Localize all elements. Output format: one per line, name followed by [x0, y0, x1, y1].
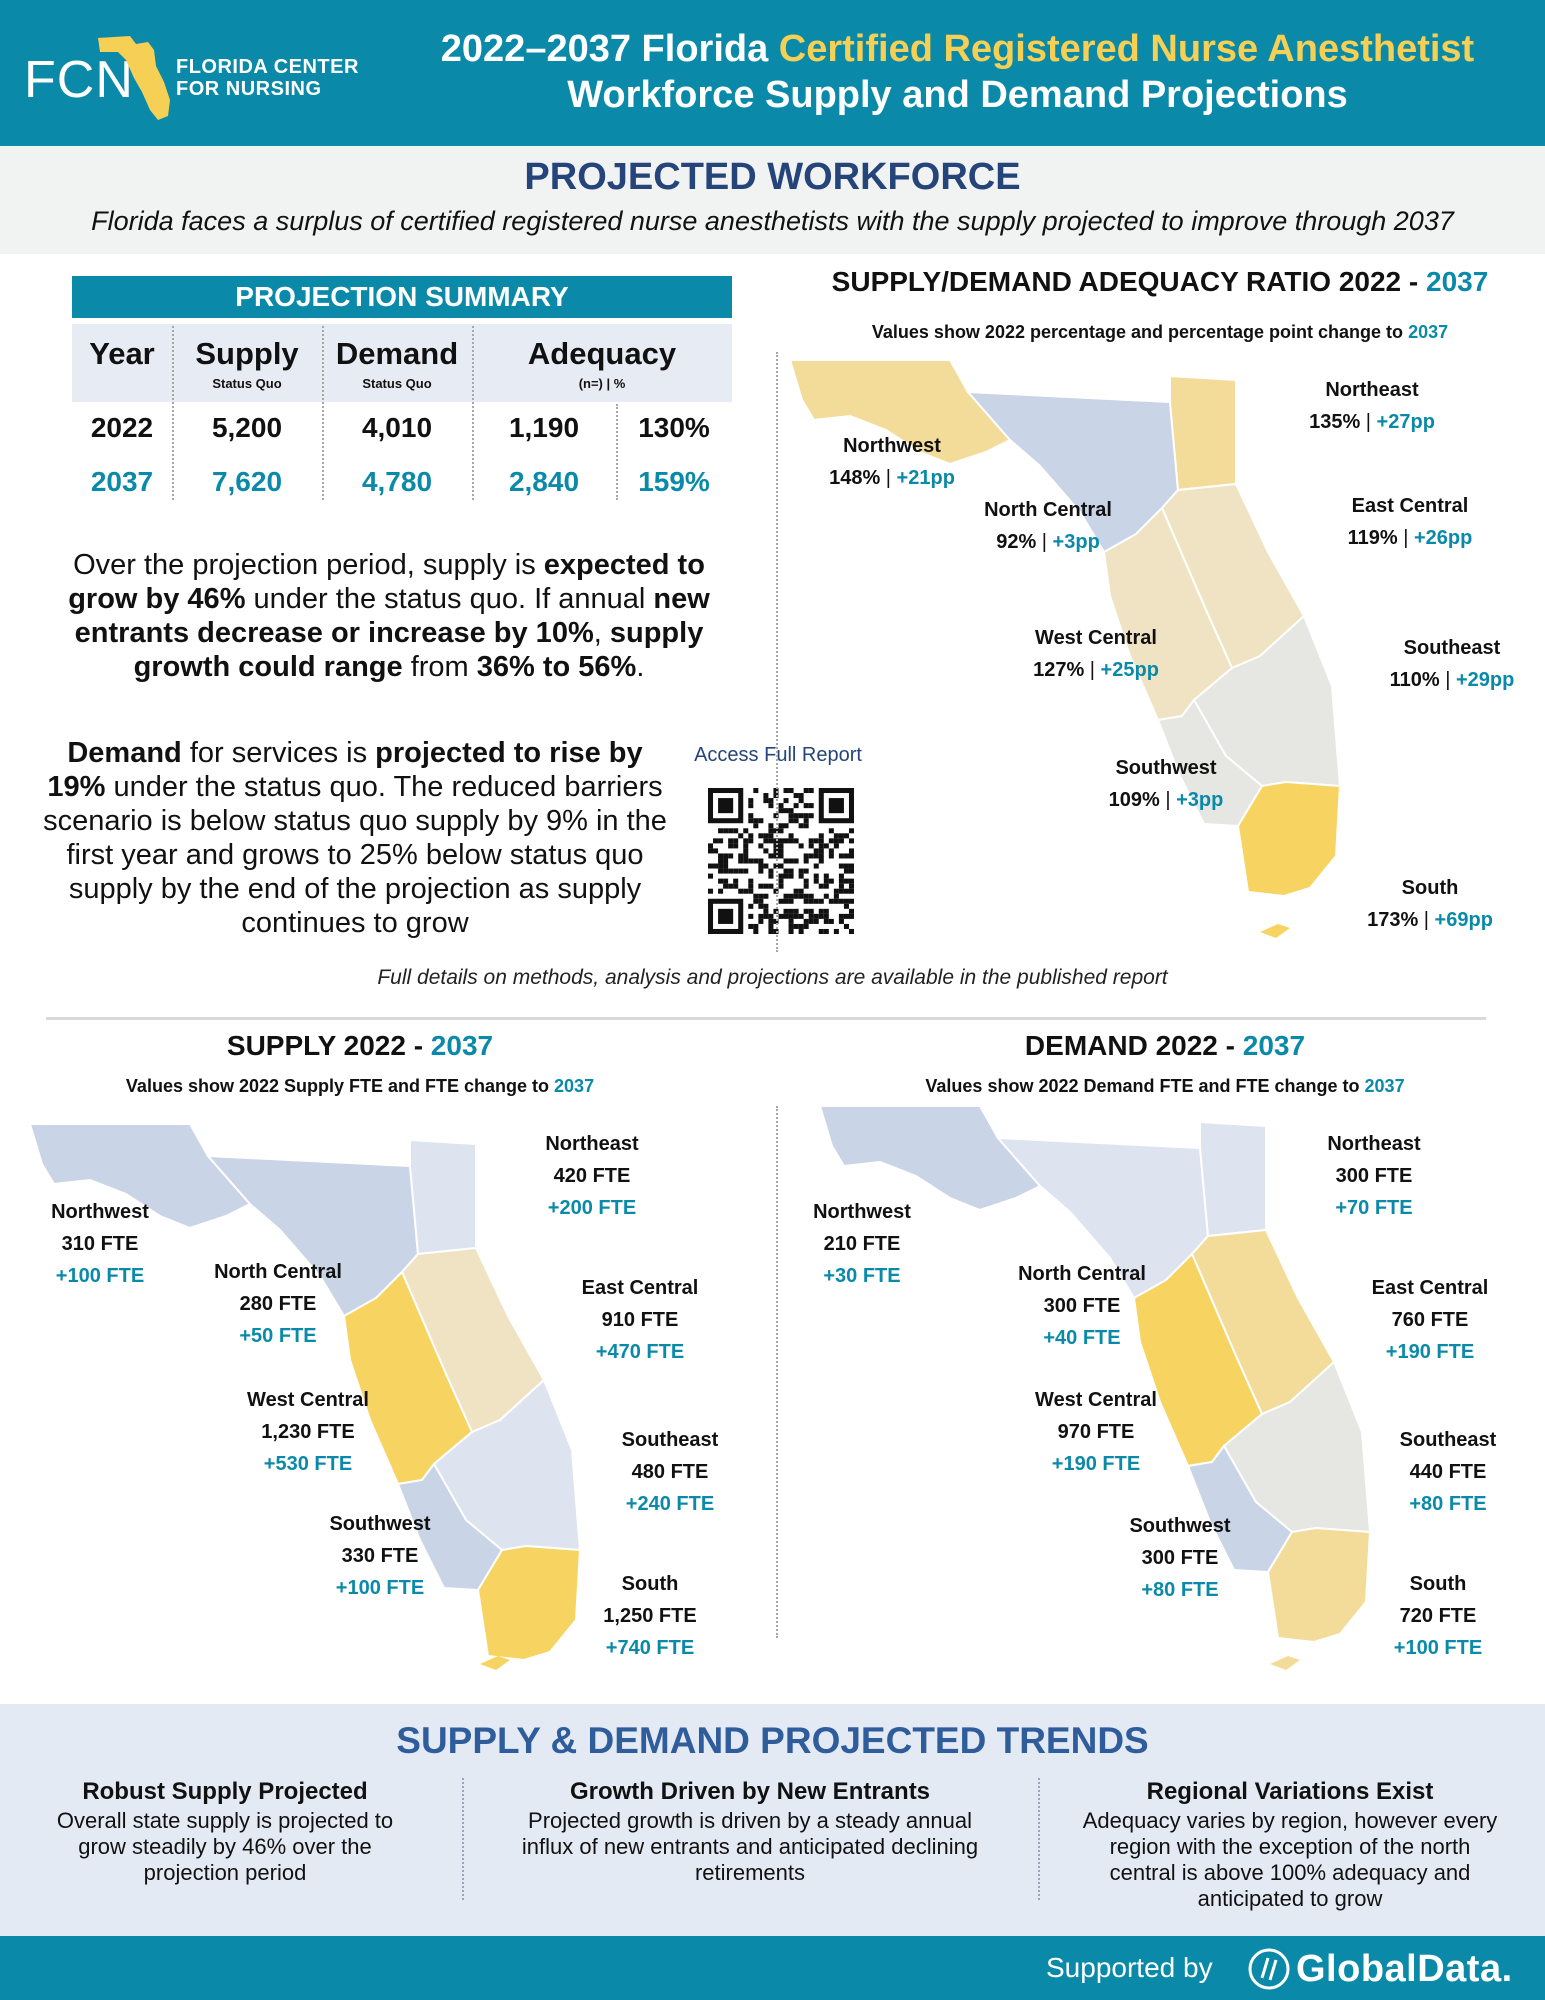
subtitle-text: Values show 2022 Supply FTE and FTE change to: [125, 1076, 555, 1096]
demand-label-west-central: [1016, 1384, 1176, 1480]
region-name: Northwest: [813, 1201, 911, 1223]
region-name: South: [1401, 877, 1459, 899]
demand-map-subtitle: [800, 1076, 1530, 1097]
title-year: 2037: [1242, 1030, 1306, 1061]
adequacy-map-subtitle: [790, 322, 1530, 343]
region-name: South: [621, 1573, 679, 1595]
region-change: +200 FTE: [547, 1197, 637, 1219]
text-run-bold: expected to grow by 46%: [68, 549, 705, 615]
text-run-bold: new entrants decrease or increase by 10%: [74, 583, 710, 649]
region-value: 720 FTE: [1399, 1605, 1477, 1627]
adequacy-label-southwest: Southwest 109% | +3pp: [1086, 752, 1246, 816]
supply-label-northwest: [20, 1196, 180, 1292]
globaldata-logo-icon: [1246, 1946, 1292, 1992]
supported-by-label: Supported by: [1046, 1952, 1213, 1983]
region-name: Southwest: [329, 1513, 431, 1535]
region-name: Northeast: [545, 1133, 639, 1155]
region-change: +25pp: [1100, 659, 1159, 681]
col-supply-sub: Status Quo: [212, 376, 282, 391]
access-report-label[interactable]: Access Full Report: [694, 744, 862, 766]
demand-label-north-central: [1002, 1258, 1162, 1354]
title-text: DEMAND 2022 -: [1024, 1030, 1243, 1061]
region-northwest: [820, 1106, 1040, 1210]
supply-map-title: [20, 1030, 700, 1062]
supply-label-southwest: [300, 1508, 460, 1604]
region-value: 910 FTE: [601, 1309, 679, 1331]
row-2022-adequacy-pct: 130%: [638, 412, 710, 443]
region-south: [1238, 782, 1340, 896]
region-change: +26pp: [1414, 527, 1473, 549]
col-supply: Supply: [195, 336, 299, 371]
row-2037-adequacy-n: 2,840: [508, 466, 580, 497]
text-run-bold: Demand: [67, 737, 182, 769]
adequacy-label-east-central: East Central 119% | +26pp: [1330, 490, 1490, 554]
region-value: 420 FTE: [553, 1165, 631, 1187]
text-run-bold: supply growth could range: [133, 617, 704, 683]
region-name: Northwest: [51, 1201, 149, 1223]
region-name: North Central: [214, 1261, 342, 1283]
summary-heading: PROJECTION SUMMARY: [72, 276, 732, 318]
region-name: Southeast: [1403, 637, 1501, 659]
region-change: +80 FTE: [1141, 1579, 1219, 1601]
region-name: Northwest: [843, 435, 941, 457]
adequacy-label-west-central: West Central 127% | +25pp: [1016, 622, 1176, 686]
methods-note: Full details on methods, analysis and projections are available in the published report: [377, 966, 1168, 989]
subtitle-text: Values show 2022 percentage and percentage point change to: [871, 322, 1409, 342]
text-run: under the status quo. If annual: [245, 583, 654, 615]
row-2037-demand: 4,780: [361, 466, 433, 497]
region-change: +40 FTE: [1043, 1327, 1121, 1349]
col-year: Year: [89, 336, 155, 371]
region-change: +3pp: [1052, 531, 1100, 553]
supply-label-west-central: [228, 1384, 388, 1480]
adequacy-label-northeast: Northeast 135% | +27pp: [1292, 374, 1452, 438]
adequacy-label-south: South 173% | +69pp: [1350, 872, 1510, 936]
col-demand-sub: Status Quo: [362, 376, 432, 391]
section-divider: [776, 352, 778, 952]
trend-heading: Regional Variations Exist: [1146, 1778, 1434, 1805]
region-change: +69pp: [1434, 909, 1493, 931]
region-value: 480 FTE: [631, 1461, 709, 1483]
region-value: 300 FTE: [1043, 1295, 1121, 1317]
title-part1: 2022–2037 Florida: [440, 28, 779, 70]
subtitle-text: Values show 2022 Demand FTE and FTE change to: [925, 1076, 1365, 1096]
region-name: East Central: [1351, 495, 1469, 517]
horizontal-divider: [46, 1017, 1486, 1020]
region-change: +240 FTE: [625, 1493, 715, 1515]
row-2037-year: 2037: [90, 466, 154, 497]
region-value: 1,250 FTE: [603, 1605, 697, 1627]
region-change: +27pp: [1376, 411, 1435, 433]
page-title: [390, 26, 1525, 118]
row-2022-year: 2022: [90, 412, 154, 443]
region-value: 760 FTE: [1391, 1309, 1469, 1331]
region-value: 280 FTE: [239, 1293, 317, 1315]
row-2022-adequacy-n: 1,190: [508, 412, 580, 443]
region-south: [478, 1546, 580, 1660]
florida-logo-icon: [96, 30, 176, 122]
title-highlight: Certified Registered Nurse Anesthetist: [778, 28, 1475, 70]
region-northeast: [1170, 376, 1236, 490]
title-line2: Workforce Supply and Demand Projections: [567, 74, 1348, 116]
region-name: Southwest: [1115, 757, 1217, 779]
region-change: +30 FTE: [823, 1265, 901, 1287]
text-run-bold: 36% to 56%: [476, 651, 637, 683]
text-run: ,: [593, 617, 610, 649]
region-value: 127%: [1033, 659, 1085, 681]
demand-map-title: [800, 1030, 1530, 1062]
region-value: 310 FTE: [61, 1233, 139, 1255]
region-change: +29pp: [1456, 669, 1515, 691]
adequacy-label-southeast: Southeast 110% | +29pp: [1372, 632, 1532, 696]
region-south: [1268, 1528, 1370, 1642]
florida-keys: [1270, 1656, 1300, 1670]
region-value: 110%: [1389, 669, 1440, 691]
text-run: under the status quo. The reduced barriers scenario is below status quo supply by 9% in the first year and grows to 25% below status quo supply by the end of the projection as supply continues to grow: [43, 771, 667, 939]
region-value: 300 FTE: [1141, 1547, 1219, 1569]
globaldata-brand[interactable]: GlobalData.: [1296, 1948, 1513, 1990]
supply-label-north-central: [198, 1256, 358, 1352]
logo-line2: FOR NURSING: [176, 78, 322, 100]
region-name: Southeast: [1399, 1429, 1497, 1451]
projected-subtitle: Florida faces a surplus of certified registered nurse anesthetists with the supply projected to improve through 2037: [91, 206, 1454, 236]
adequacy-label-northwest: Northwest 148% | +21pp: [812, 430, 972, 494]
region-change: +190 FTE: [1051, 1453, 1141, 1475]
trend-text: Projected growth is driven by a steady annual influx of new entrants and anticipated declining retirements: [521, 1808, 979, 1885]
region-name: Southwest: [1129, 1515, 1231, 1537]
region-value: 135%: [1309, 411, 1361, 433]
row-2022-supply: 5,200: [211, 412, 283, 443]
region-name: North Central: [984, 499, 1112, 521]
region-change: +100 FTE: [335, 1577, 425, 1599]
title-text: SUPPLY/DEMAND ADEQUACY RATIO 2022 -: [831, 266, 1427, 297]
region-name: East Central: [1371, 1277, 1489, 1299]
florida-keys: [1260, 924, 1290, 938]
region-value: 330 FTE: [341, 1545, 419, 1567]
supply-map-subtitle: [20, 1076, 700, 1097]
title-text: SUPPLY 2022 -: [226, 1030, 431, 1061]
region-change: +470 FTE: [595, 1341, 685, 1363]
region-value: 970 FTE: [1057, 1421, 1135, 1443]
text-run: .: [636, 651, 645, 683]
demand-label-southeast: [1368, 1424, 1528, 1520]
title-year: 2037: [1426, 266, 1489, 297]
region-name: Northeast: [1325, 379, 1419, 401]
section-divider: [776, 1106, 778, 1638]
trend-text: Adequacy varies by region, however every region with the exception of the north central is above 100% adequacy and anticipated to grow: [1082, 1808, 1498, 1911]
region-change: +70 FTE: [1335, 1197, 1413, 1219]
supply-label-east-central: [560, 1272, 720, 1368]
region-value: 119%: [1347, 527, 1398, 549]
text-run: for services is: [181, 737, 376, 769]
col-adequacy-sub: (n=) | %: [578, 376, 626, 391]
supply-label-northeast: [512, 1128, 672, 1224]
region-value: 210 FTE: [823, 1233, 901, 1255]
subtitle-year: 2037: [554, 1076, 595, 1096]
subtitle-year: 2037: [1408, 322, 1449, 342]
region-northeast: [1200, 1122, 1266, 1236]
trend-divider: [1038, 1778, 1040, 1900]
demand-label-east-central: [1350, 1272, 1510, 1368]
region-change: +100 FTE: [1393, 1637, 1483, 1659]
region-change: +3pp: [1176, 789, 1224, 811]
demand-label-northwest: [782, 1196, 942, 1292]
logo-line1: FLORIDA CENTER: [176, 56, 359, 78]
region-value: 300 FTE: [1335, 1165, 1413, 1187]
trend-heading: Robust Supply Projected: [82, 1778, 368, 1805]
region-change: +190 FTE: [1385, 1341, 1475, 1363]
fcn-logo: [24, 24, 364, 120]
adequacy-label-north-central: North Central 92% | +3pp: [968, 494, 1128, 558]
region-name: South: [1409, 1573, 1467, 1595]
demand-label-northeast: [1294, 1128, 1454, 1224]
demand-label-south: [1358, 1568, 1518, 1664]
region-name: North Central: [1018, 1263, 1146, 1285]
region-name: East Central: [581, 1277, 699, 1299]
region-change: +80 FTE: [1409, 1493, 1487, 1515]
text-run: from: [402, 651, 477, 683]
subtitle-year: 2037: [1364, 1076, 1405, 1096]
col-adequacy: Adequacy: [527, 336, 677, 371]
row-2037-supply: 7,620: [211, 466, 283, 497]
region-value: 173%: [1367, 909, 1419, 931]
region-value: 148%: [829, 467, 881, 489]
region-change: +50 FTE: [239, 1325, 317, 1347]
logo-abbr: FCN: [24, 51, 134, 109]
demand-paragraph: [40, 736, 670, 940]
region-change: +740 FTE: [605, 1637, 695, 1659]
region-change: +100 FTE: [55, 1265, 145, 1287]
adequacy-map-title: [790, 266, 1530, 298]
region-name: West Central: [1035, 627, 1157, 649]
row-2022-demand: 4,010: [361, 412, 433, 443]
trend-divider: [462, 1778, 464, 1900]
region-value: 109%: [1108, 789, 1160, 811]
supply-label-south: [570, 1568, 730, 1664]
text-run-bold: projected to rise by 19%: [47, 737, 643, 803]
trend-heading: Growth Driven by New Entrants: [569, 1778, 931, 1805]
title-year: 2037: [430, 1030, 494, 1061]
row-2037-adequacy-pct: 159%: [638, 466, 710, 497]
region-value: 440 FTE: [1409, 1461, 1487, 1483]
region-change: +21pp: [896, 467, 955, 489]
demand-label-southwest: [1100, 1510, 1260, 1606]
region-change: +530 FTE: [263, 1453, 353, 1475]
region-name: Northeast: [1327, 1133, 1421, 1155]
trend-text: Overall state supply is projected to grow steadily by 46% over the projection period: [56, 1808, 394, 1885]
projected-title: PROJECTED WORKFORCE: [524, 156, 1021, 198]
region-name: West Central: [247, 1389, 369, 1411]
trends-title: SUPPLY & DEMAND PROJECTED TRENDS: [396, 1720, 1149, 1761]
region-northeast: [410, 1140, 476, 1254]
region-name: Southeast: [621, 1429, 719, 1451]
supply-paragraph: [54, 548, 724, 684]
region-value: 92%: [996, 531, 1037, 553]
col-demand: Demand: [335, 336, 459, 371]
text-run: Over the projection period, supply is: [73, 549, 544, 581]
region-name: West Central: [1035, 1389, 1157, 1411]
supply-label-southeast: [590, 1424, 750, 1520]
region-value: 1,230 FTE: [261, 1421, 355, 1443]
